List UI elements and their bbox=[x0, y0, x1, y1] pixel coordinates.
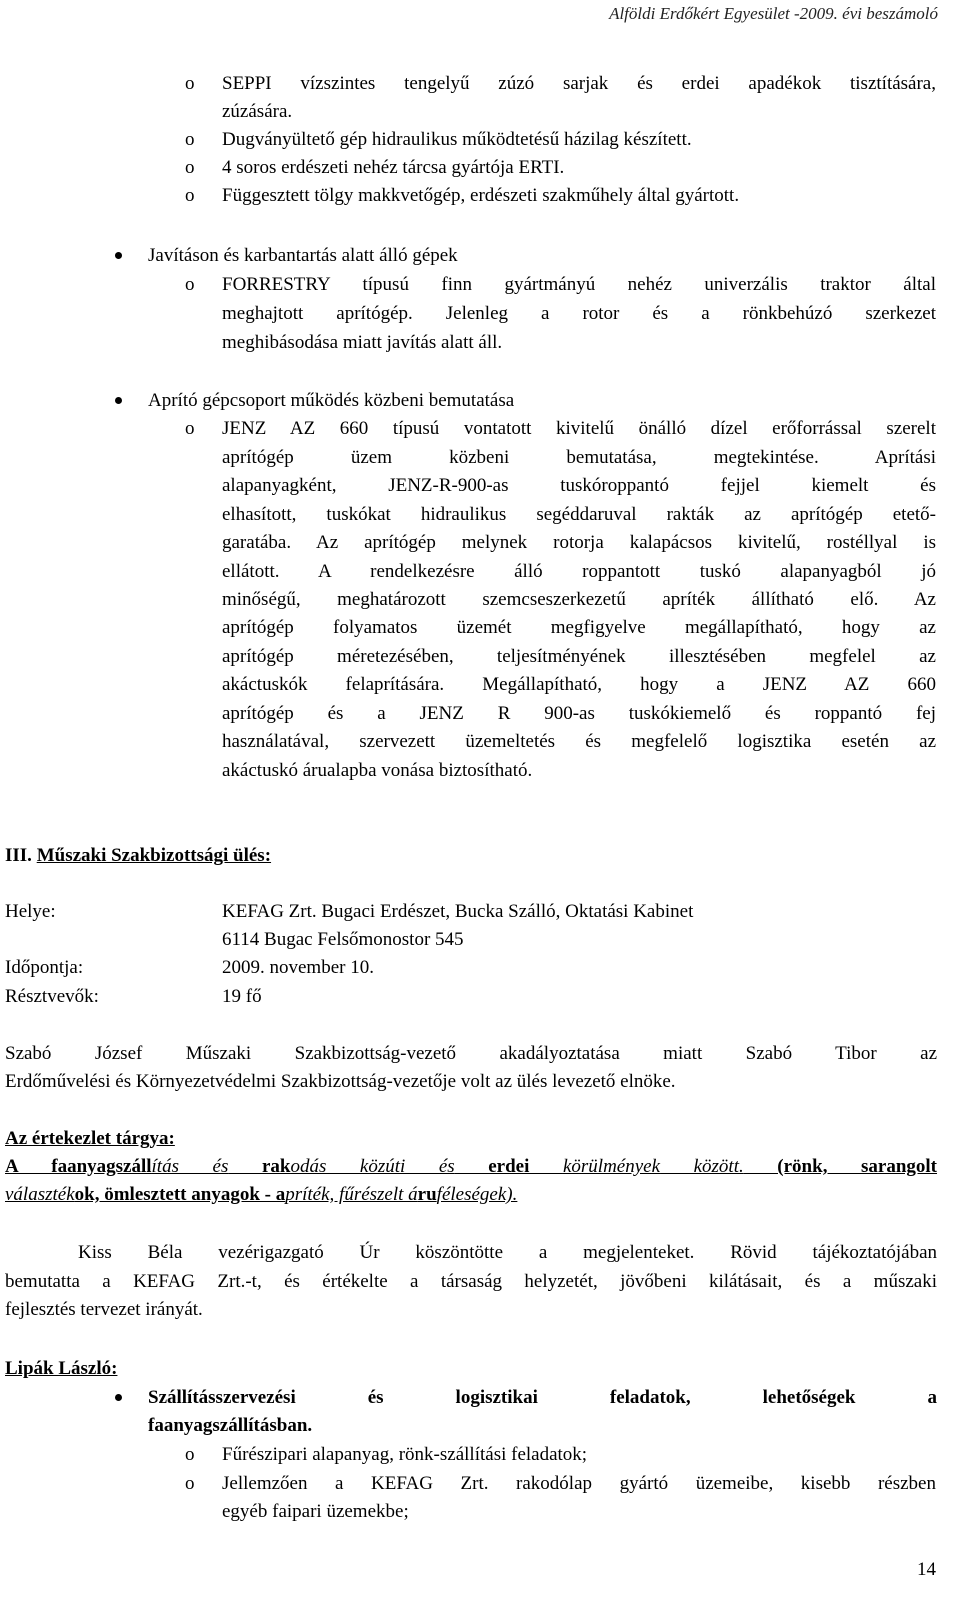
list-marker: o bbox=[185, 1473, 195, 1494]
topic-line-2 bbox=[5, 1181, 937, 1209]
demo-line: akáctuskók felaprítására. Megállapítható, hogy a JENZ AZ 660 bbox=[222, 674, 936, 695]
speaker-item: Fűrészipari alapanyag, rönk-szállítási feladatok; bbox=[222, 1444, 588, 1465]
speaker-item-continuation: egyéb faipari üzemekbe; bbox=[222, 1501, 409, 1522]
topic-segment: ítás és bbox=[151, 1156, 229, 1177]
topic-segment: (rönk, sarangolt bbox=[743, 1156, 938, 1177]
list-marker: o bbox=[185, 185, 195, 206]
demo-line: aprítógép folyamatos üzemét megfigyelve megállapítható, hogy az bbox=[222, 617, 936, 638]
topic-segment: A faanyagszáll bbox=[5, 1156, 152, 1177]
list-marker: o bbox=[185, 157, 195, 178]
bullet-dot-icon bbox=[115, 252, 122, 259]
speaker-name: Lipák László: bbox=[5, 1358, 118, 1379]
demo-line: garatába. Az aprítógép melynek rotorja kalapácsos kivitelű, rostéllyal is bbox=[222, 532, 936, 553]
list-marker: o bbox=[185, 274, 195, 295]
time-label: Időpontja: bbox=[5, 957, 84, 978]
list-item: 4 soros erdészeti nehéz tárcsa gyártója ERTI. bbox=[222, 157, 565, 178]
bullet-dot-icon bbox=[115, 1394, 122, 1401]
speaker-topic-continuation: faanyagszállításban. bbox=[148, 1415, 313, 1436]
topic-segment: odás közúti és bbox=[290, 1156, 455, 1177]
demo-line: alapanyagként, JENZ-R-900-as tuskóroppantó fejjel kiemelt és bbox=[222, 475, 936, 496]
demo-line: aprítógép üzem közbeni bemutatása, megtekintése. Aprítási bbox=[222, 447, 936, 468]
list-item-continuation: zúzására. bbox=[222, 101, 293, 122]
repair-line: meghajtott aprítógép. Jelenleg a rotor és a rönkbehúzó szerkezet bbox=[222, 303, 936, 324]
demo-line: ellátott. A rendelkezésre álló roppantott tuskó alapanyagból jó bbox=[222, 561, 936, 582]
topic-label: Az értekezlet tárgya: bbox=[5, 1128, 175, 1149]
topic-segment: erdei bbox=[454, 1156, 563, 1177]
topic-segment: rak bbox=[228, 1156, 291, 1177]
topic-segment: ok, ömlesztett anyagok - a bbox=[74, 1184, 286, 1205]
topic-segment: között. bbox=[660, 1156, 744, 1177]
page-header: Alföldi Erdőkért Egyesület -2009. évi beszámoló bbox=[609, 4, 938, 23]
section-title-demo: Aprító gépcsoport működés közbeni bemutatása bbox=[148, 390, 515, 411]
participants-value: 19 fő bbox=[222, 986, 262, 1007]
welcome-line: Kiss Béla vezérigazgató Úr köszöntötte a megjelenteket. Rövid tájékoztatójában bbox=[78, 1242, 937, 1263]
heading-text: Műszaki Szakbizottsági ülés: bbox=[36, 845, 272, 866]
chair-line: Erdőművelési és Környezetvédelmi Szakbizottság-vezetője volt az ülés levezető elnöke. bbox=[5, 1071, 676, 1092]
section-title-repair: Javításon és karbantartás alatt álló gépek bbox=[148, 245, 458, 266]
demo-line: aprítógép és a JENZ R 900-as tuskókiemelő és roppantó fej bbox=[222, 703, 936, 724]
topic-line-1 bbox=[5, 1153, 937, 1181]
demo-line: minőségű, meghatározott szemcseszerkezetű apríték állítható elő. Az bbox=[222, 589, 936, 610]
demo-line: aprítógép méretezésében, teljesítményének illesztésében megfelel az bbox=[222, 646, 936, 667]
place-address: 6114 Bugac Felsőmonostor 545 bbox=[222, 929, 464, 950]
place-value: KEFAG Zrt. Bugaci Erdészet, Bucka Szálló, Oktatási Kabinet bbox=[222, 901, 694, 922]
topic-segment: körülmények bbox=[562, 1156, 661, 1177]
repair-line: meghibásodása miatt javítás alatt áll. bbox=[222, 332, 503, 353]
list-item: SEPPI vízszintes tengelyű zúzó sarjak és erdei apadékok tisztítására, bbox=[222, 73, 936, 94]
topic-segment: príték, fűrészelt á bbox=[285, 1184, 418, 1205]
list-item: Függesztett tölgy makkvetőgép, erdészeti szakműhely által gyártott. bbox=[222, 185, 740, 206]
list-marker: o bbox=[185, 1444, 195, 1465]
bullet-dot-icon bbox=[115, 397, 122, 404]
heading-number: III. bbox=[5, 845, 32, 866]
speaker-topic: Szállításszervezési és logisztikai feladatok, lehetőségek a bbox=[148, 1387, 937, 1408]
time-value: 2009. november 10. bbox=[222, 957, 374, 978]
demo-line: elhasított, tuskókat hidraulikus segéddaruval rakták az aprítógép etető- bbox=[222, 504, 936, 525]
demo-line: akáctuskó árualapba vonása biztosítható. bbox=[222, 760, 533, 781]
page-number: 14 bbox=[917, 1559, 936, 1580]
list-marker: o bbox=[185, 129, 195, 150]
demo-line: használatával, szervezett üzemeltetés és megfelelő logisztika esetén az bbox=[222, 731, 936, 752]
welcome-line: bemutatta a KEFAG Zrt.-t, és értékelte a társaság helyzetét, jövőbeni kilátásait, és a műszaki bbox=[5, 1271, 937, 1292]
topic-segment: választék bbox=[5, 1184, 75, 1205]
topic-segment: féleségek). bbox=[436, 1184, 518, 1205]
welcome-line: fejlesztés tervezet irányát. bbox=[5, 1299, 203, 1320]
demo-line: JENZ AZ 660 típusú vontatott kivitelű önálló dízel erőforrással szerelt bbox=[222, 418, 936, 439]
list-marker: o bbox=[185, 73, 195, 94]
speaker-item: Jellemzően a KEFAG Zrt. rakodólap gyártó üzemeibe, kisebb részben bbox=[222, 1473, 936, 1494]
repair-line: FORRESTRY típusú finn gyártmányú nehéz univerzális traktor által bbox=[222, 274, 936, 295]
place-label: Helye: bbox=[5, 901, 56, 922]
list-item: Dugványültető gép hidraulikus működtetésű házilag készített. bbox=[222, 129, 692, 150]
meeting-heading bbox=[5, 842, 605, 870]
list-marker: o bbox=[185, 418, 195, 439]
topic-segment: ru bbox=[417, 1184, 437, 1205]
participants-label: Résztvevők: bbox=[5, 986, 99, 1007]
chair-line: Szabó József Műszaki Szakbizottság-vezető akadályoztatása miatt Szabó Tibor az bbox=[5, 1043, 937, 1064]
